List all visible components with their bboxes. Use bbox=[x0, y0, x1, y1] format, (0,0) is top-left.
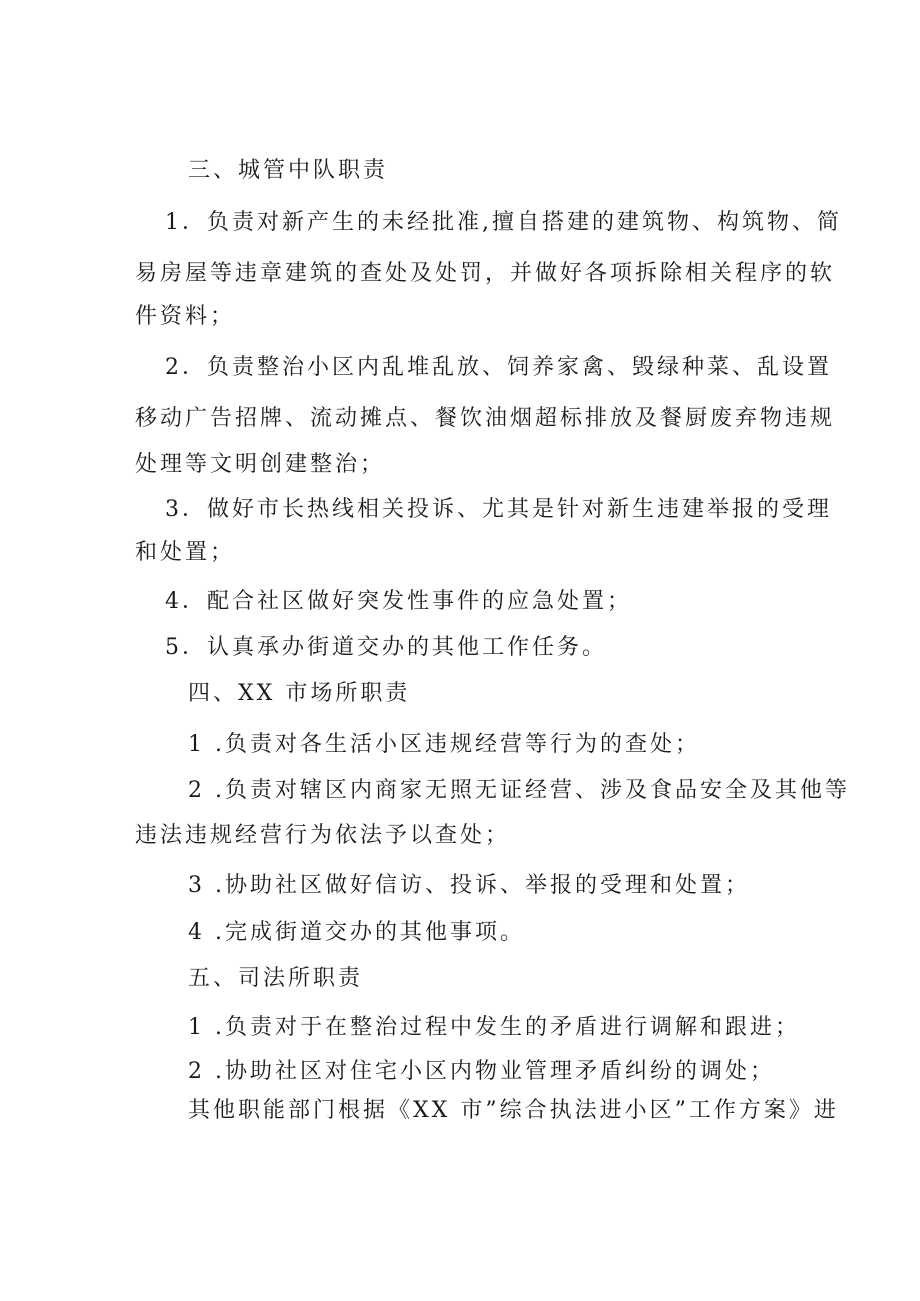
paragraph-line: 易房屋等违章建筑的查处及处罚，并做好各项拆除相关程序的软 bbox=[135, 261, 836, 286]
paragraph-line: 5．认真承办街道交办的其他工作任务。 bbox=[165, 635, 607, 660]
paragraph-line: 4．配合社区做好突发性事件的应急处置； bbox=[165, 589, 632, 614]
paragraph-line: 2 .负责对辖区内商家无照无证经营、涉及食品安全及其他等 bbox=[188, 778, 850, 803]
paragraph-line: 3．做好市长热线相关投诉、尤其是针对新生违建举报的受理 bbox=[165, 497, 832, 522]
section-heading-chengguan: 三、城管中队职责 bbox=[188, 158, 389, 183]
section-heading-market: 四、XX 市场所职责 bbox=[188, 681, 411, 706]
paragraph-line: 违法违规经营行为依法予以查处； bbox=[135, 823, 511, 848]
paragraph-line: 处理等文明创建整治； bbox=[135, 452, 386, 477]
paragraph-line: 其他职能部门根据《XX 市”综合执法进小区”工作方案》进 bbox=[188, 1098, 839, 1123]
paragraph-line: 件资料； bbox=[135, 304, 236, 329]
paragraph-line: 1 .负责对各生活小区违规经营等行为的查处； bbox=[188, 732, 700, 757]
paragraph-line: 和处置； bbox=[135, 540, 236, 565]
paragraph-line: 4 .完成街道交办的其他事项。 bbox=[188, 920, 525, 945]
paragraph-line: 1．负责对新产生的未经批准,擅自搭建的建筑物、构筑物、简 bbox=[165, 210, 842, 235]
paragraph-line: 3 .协助社区做好信访、投诉、举报的受理和处置； bbox=[188, 873, 750, 898]
section-heading-judicial: 五、司法所职责 bbox=[188, 966, 364, 991]
paragraph-line: 2 .协助社区对住宅小区内物业管理矛盾纠纷的调处； bbox=[188, 1059, 775, 1084]
paragraph-line: 2．负责整治小区内乱堆乱放、饲养家禽、毁绿种菜、乱设置 bbox=[165, 355, 832, 380]
paragraph-line: 1 .负责对于在整治过程中发生的矛盾进行调解和跟进； bbox=[188, 1015, 800, 1040]
paragraph-line: 移动广告招牌、流动摊点、餐饮油烟超标排放及餐厨废弃物违规 bbox=[135, 406, 836, 431]
